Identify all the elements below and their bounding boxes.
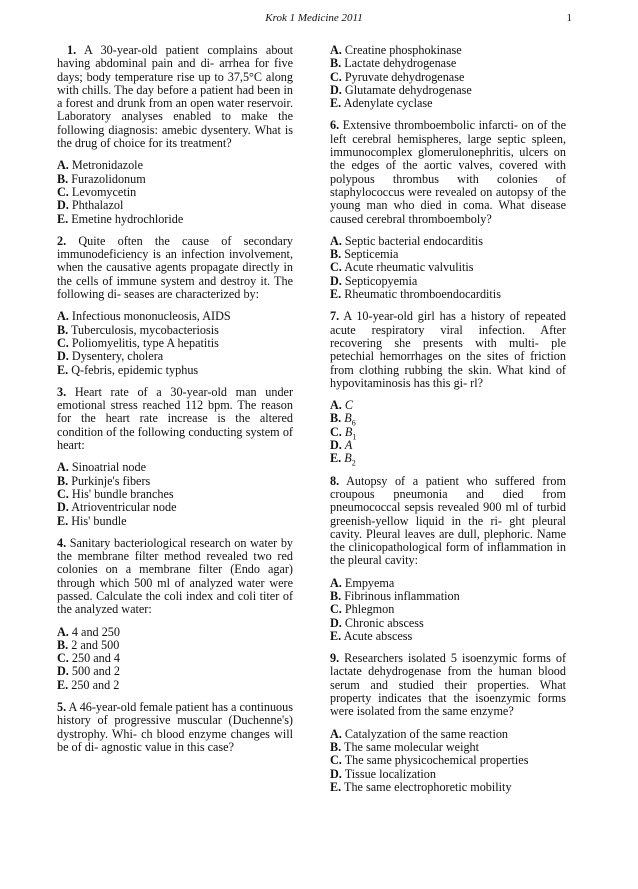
question-6-text: Extensive thromboembolic infarcti- on of the left cerebral hemispheres, large septic spleen, immunocomplex glomerulonephritis, ulcers on the edges of the aortic valves, covered with polypous thrombus with colonies of staphylococcus were revealed on autopsy of the young man who died in coma. What disease caused cerebral thromboemboly? xyxy=(330,118,567,226)
option-1c: C. Levomycetin xyxy=(57,184,137,199)
question-7-stem xyxy=(330,310,566,390)
option-2c: C. Poliomyelitis, type A hepatitis xyxy=(57,335,219,350)
option-4b: B. 2 and 500 xyxy=(57,637,120,652)
left-column xyxy=(57,44,293,763)
question-1-text: A 30-year-old patient complains about having abdominal pain and di- arrhea for five days; body temperature rise up to 37,5°C along with chills. The day before a patient had been in a forest and drunk from an open water reservoir. Laboratory analyses enabled to make the following diagnosis: amebic dysentery. What is the drug of choice for its treatment? xyxy=(57,43,294,151)
question-8-stem xyxy=(330,475,566,568)
question-3-stem xyxy=(57,386,293,452)
option-6c: C. Acute rheumatic valvulitis xyxy=(330,260,474,275)
option-9d: D. Tissue localization xyxy=(330,766,436,781)
option-7b: B. $B_6$ xyxy=(330,411,356,428)
option-9e: E. The same electrophoretic mobility xyxy=(330,779,512,794)
question-2-text: Quite often the cause of secondary immunodeficiency is an infection involvement, when the causative agents propagate directly in the cells of immune system and destroy it. The following di- seases are characterized by: xyxy=(57,233,293,302)
question-1-options xyxy=(57,159,293,225)
option-1a: A. Metronidazole xyxy=(57,158,143,173)
option-4a: A. 4 and 250 xyxy=(57,624,120,639)
question-4-number: 4. xyxy=(57,535,67,550)
question-9-stem xyxy=(330,652,566,718)
question-6-number: 6. xyxy=(330,118,340,133)
header-title: Krok 1 Medicine 2011 xyxy=(265,12,363,24)
option-8d: D. Chronic abscess xyxy=(330,615,424,630)
question-6-stem xyxy=(330,119,566,225)
page-number: 1 xyxy=(566,12,572,24)
question-3-number: 3. xyxy=(57,384,67,399)
question-3-options xyxy=(57,461,293,527)
option-8b: B. Fibrinous inflammation xyxy=(330,588,460,603)
page-header xyxy=(56,12,572,30)
option-6d: D. Septicopyemia xyxy=(330,273,418,288)
question-1-stem xyxy=(57,44,293,150)
option-9b: B. The same molecular weight xyxy=(330,739,480,754)
question-5-options xyxy=(330,44,566,110)
option-2a: A. Infectious mononucleosis, AIDS xyxy=(57,309,231,324)
option-8a: A. Empyema xyxy=(330,575,395,590)
option-2e: E. Q-febris, epidemic typhus xyxy=(57,362,199,377)
option-4e: E. 250 and 2 xyxy=(57,677,120,692)
option-3b: B. Purkinje's fibers xyxy=(57,473,151,488)
option-5b: B. Lactate dehydrogenase xyxy=(330,56,457,71)
option-5e: E. Adenylate cyclase xyxy=(330,96,433,111)
question-8-options xyxy=(330,577,566,643)
question-9-number: 9. xyxy=(330,651,340,666)
option-8e: E. Acute abscess xyxy=(330,628,413,643)
option-1b: B. Furazolidonum xyxy=(57,171,146,186)
option-3e: E. His' bundle xyxy=(57,513,127,528)
question-4-stem xyxy=(57,537,293,617)
question-5-number: 5. xyxy=(57,700,67,715)
question-5-text: A 46-year-old female patient has a continuous history of progressive muscular (Duchenne's) dystrophy. Whi- ch blood enzyme changes will be of di- agnostic value in this case? xyxy=(57,700,293,754)
question-2-options xyxy=(57,310,293,376)
option-7d: D. A xyxy=(330,438,353,453)
option-2d: D. Dysentery, cholera xyxy=(57,349,164,364)
question-8-number: 8. xyxy=(330,473,340,488)
option-1e: E. Emetine hydrochloride xyxy=(57,211,184,226)
question-9-text: Researchers isolated 5 isoenzymic forms of lactate dehydrogenase from the human blood serum and studied their properties. What property indicates that the isoenzymic forms were isolated from the same enzyme? xyxy=(330,651,566,719)
option-3c: C. His' bundle branches xyxy=(57,486,174,501)
option-9a: A. Catalyzation of the same reaction xyxy=(330,726,509,741)
question-8-text: Autopsy of a patient who suffered from croupous pneumonia and died from pneumococcal sepsis revealed 900 ml of turbid greenish-yellow liquid in the ri- ght pleural cavity. Pleural leaves are dull, plephoric. Name the clinicopathological form of inflammation in the pleural cavity: xyxy=(330,473,567,568)
option-2b: B. Tuberculosis, mycobacteriosis xyxy=(57,322,219,337)
option-8c: C. Phlegmon xyxy=(330,602,395,617)
option-3a: A. Sinoatrial node xyxy=(57,460,147,475)
question-6-options xyxy=(330,235,566,301)
option-1d: D. Phthalazol xyxy=(57,198,124,213)
option-9c: C. The same physicochemical properties xyxy=(330,753,529,768)
question-7-options xyxy=(330,398,566,468)
question-7-text: A 10-year-old girl has a history of repeated acute respiratory viral infection. After recovering she presents with multi- ple petechial hemorrhages on the sites of friction from clothing rubbing the skin. What kind of hypovitaminosis has this gi- rl? xyxy=(330,309,567,390)
right-column xyxy=(330,44,566,803)
option-6b: B. Septicemia xyxy=(330,247,399,262)
option-7c: C. $B_1$ xyxy=(330,424,357,442)
option-3d: D. Atrioventricular node xyxy=(57,500,177,515)
option-5c: C. Pyruvate dehydrogenase xyxy=(330,69,465,84)
question-1-number: 1. xyxy=(67,43,77,57)
question-9-options xyxy=(330,728,566,794)
question-4-text: Sanitary bacteriological research on water by the membrane filter method revealed two red colonies on a membrane filter (Endo agar) through which 500 ml of analyzed water were passed. Calculate the coli index and coli titer of the analyzed water: xyxy=(57,535,294,617)
question-5-stem xyxy=(57,701,293,754)
option-7e: E. $B_2$ xyxy=(330,451,356,468)
option-6a: A. Septic bacterial endocarditis xyxy=(330,233,483,248)
question-4-options xyxy=(57,626,293,692)
question-3-text: Heart rate of a 30-year-old man under emotional stress reached 112 bpm. The reason for the heart rate increase is the altered condition of the following conducting system of heart: xyxy=(57,384,294,453)
question-7-number: 7. xyxy=(330,309,340,324)
question-2-stem xyxy=(57,235,293,301)
option-5a: A. Creatine phosphokinase xyxy=(330,43,462,57)
option-4c: C. 250 and 4 xyxy=(57,651,120,666)
option-6e: E. Rheumatic thromboendocarditis xyxy=(330,287,501,302)
question-2-number: 2. xyxy=(57,233,67,248)
option-4d: D. 500 and 2 xyxy=(57,664,120,679)
option-5d: D. Glutamate dehydrogenase xyxy=(330,82,472,97)
option-7a: A. C xyxy=(330,398,354,413)
